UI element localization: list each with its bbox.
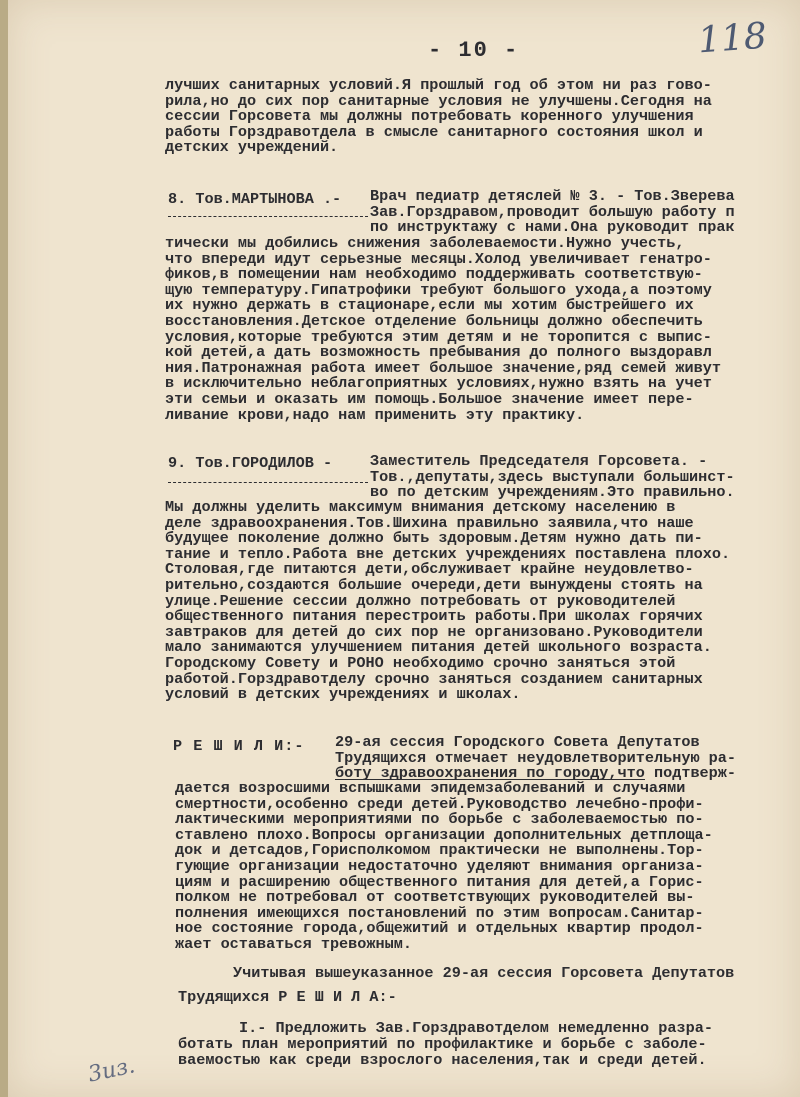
speech9-intro [370,454,735,501]
text-line: Тов.,депутаты,здесь выступали большинст- [370,467,735,486]
text-line: во по детским учреждениям.Это правильно. [370,483,735,502]
speaker-gorodilov: 9. Тов.ГОРОДИЛОВ - [168,454,333,472]
text-line: боту здравоохранения по городу,что подтверж- [335,764,737,783]
text-line: в исключительно неблагоприятных условиях,нужно взять на учет [165,374,712,393]
text-line: работой.Горздравотделу срочно заняться созданием санитарных [165,669,703,688]
text-line: работы Горздравотдела в смысле санитарного состояния школ и [165,122,703,141]
text-line: док и детсадов,Горисполкомом практически не выполнены.Тор- [175,841,704,860]
text-line: сессии Горсовета мы должны потребовать коренного улучшения [165,107,694,126]
text-line: 29-ая сессия Городского Совета Депутатов [335,733,700,751]
text-line: лактическими мероприятиями по борьбе с заболеваемостью по- [175,810,704,829]
text-line: Учитывая вышеуказанное 29-ая сессия Горсовета Депутатов [233,964,735,982]
handwritten-margin-note: 3из. [85,1053,138,1088]
text-line: ботать план мероприятий по профилактике и борьбе с заболе- [178,1035,707,1053]
text-line: их нужно держать в стационаре,если мы хотим быстрейшего их [165,296,694,315]
text-line: деле здравоохранения.Тов.Шихина правильно заявила,что наше [165,513,694,532]
text-line: лучших санитарных условий.Я прошлый год об этом ни раз гово- [165,76,712,94]
text-line: мало занимаются улучшением питания детей школьного возраста. [165,638,712,657]
text-line: рительно,создаются большие очереди,дети вынуждены стоять на [165,575,703,594]
text-line: условий в детских учреждениях и школах. [165,685,521,704]
speaker-underline [168,216,368,217]
text-line: смертности,особенно среди детей.Руководство лечебно-профи- [175,794,704,813]
text-line: будущее поколение должно быть здоровым.Детям нужно дать пи- [165,529,703,548]
text-line: общественного питания перестроить работы.При школах горячих [165,607,703,626]
text-line: Мы должны уделить максимум внимания детскому населению в [165,498,676,516]
speaker-underline [168,482,368,483]
text-line: ное состояние города,общежитий и отдельных квартир продол- [175,919,704,938]
text-line: улице.Решение сессии должно потребовать от руководителей [165,591,676,610]
handwritten-folio-number: 118 [696,15,769,62]
text-line: щую температуру.Гипатрофики требуют большого ухода,а поэтому [165,280,712,299]
text-line: дается возросшими вспышками эпидемзаболеваний и случаями [175,779,686,797]
speaker-martynova: 8. Тов.МАРТЫНОВА .- [168,190,342,208]
text-line: условия,которые требуются этим детям и не торопится с выпис- [165,327,712,346]
text-line: Городскому Совету и РОНО необходимо срочно заняться этой [165,653,676,672]
text-line: кой детей,а дать возможность пребывания до полного выздоравл [165,343,712,362]
text-line: фиков,в помещении нам необходимо поддерживать соответствую- [165,265,703,284]
text-line: гующие организации недостаточно уделяют внимания организа- [175,856,704,875]
speech9-body [165,500,730,703]
text-line: что впереди идут серьезные месяцы.Холод увеличивает генатро- [165,249,712,268]
text-line: I.- Предложить Зав.Горздравотделом немедленно разра- [239,1019,713,1037]
speech8-intro [370,189,735,236]
intro-paragraph [165,78,712,156]
text-line: ставлено плохо.Вопросы организации дополнительных детплоща- [175,825,713,844]
text-line: восстановления.Детское отделение больницы должно обеспечить [165,311,703,330]
text-line: рила,но до сих пор санитарные условия не улучшены.Сегодня на [165,91,712,110]
text-line: Трудящихся отмечает неудовлетворительную ра- [335,748,737,767]
text-line: эти семьи и оказать им помощь.Большое значение имеет пере- [165,389,694,408]
text-line: Трудящихся Р Е Ш И Л А:- [178,988,397,1006]
text-line: полнения имеющихся постановлений по этим вопросам.Санитар- [175,903,704,922]
text-line: тание и тепло.Работа вне детских учреждениях поставлена плохо. [165,544,731,563]
text-line: ливание крови,надо нам применить эту практику. [165,405,585,424]
page-number: - 10 - [428,38,520,63]
text-line: тически мы добились снижения заболеваемости.Нужно учесть, [165,234,685,252]
decision-heading: Р Е Ш И Л И:- [173,737,305,755]
text-line: Заместитель Председателя Горсовета. - [370,452,708,470]
resolution-line-2 [178,990,397,1006]
decision-intro [335,735,736,782]
text-line: ния.Патронажная работа имеет большое значение,ряд семей живут [165,358,721,377]
text-line: жает оставаться тревожным. [175,934,412,953]
text-line: ваемостью как среди взрослого населения,так и среди детей. [178,1050,707,1069]
text-line: Столовая,где питаются дети,обслуживает крайне неудовлетво- [165,560,694,579]
text-line: Зав.Горздравом,проводит большую работу п [370,202,735,221]
text-line: детских учреждений. [165,138,339,157]
text-line: по инструктажу с нами.Она руководит прак [370,218,735,237]
document-page [8,0,800,1097]
text-line: полком не потребовал от соответствующих руководителей вы- [175,888,695,907]
speech8-body [165,236,721,423]
text-line: циям и расширению общественного питания для детей,а Горис- [175,872,704,891]
resolution-line-1 [233,966,734,982]
text-line: Врач педиатр детяслей № 3. - Тов.Зверева [370,187,735,205]
item1-body [178,1037,707,1068]
decision-body [175,781,713,953]
text-line: завтраков для детей до сих пор не организовано.Руководители [165,622,703,641]
